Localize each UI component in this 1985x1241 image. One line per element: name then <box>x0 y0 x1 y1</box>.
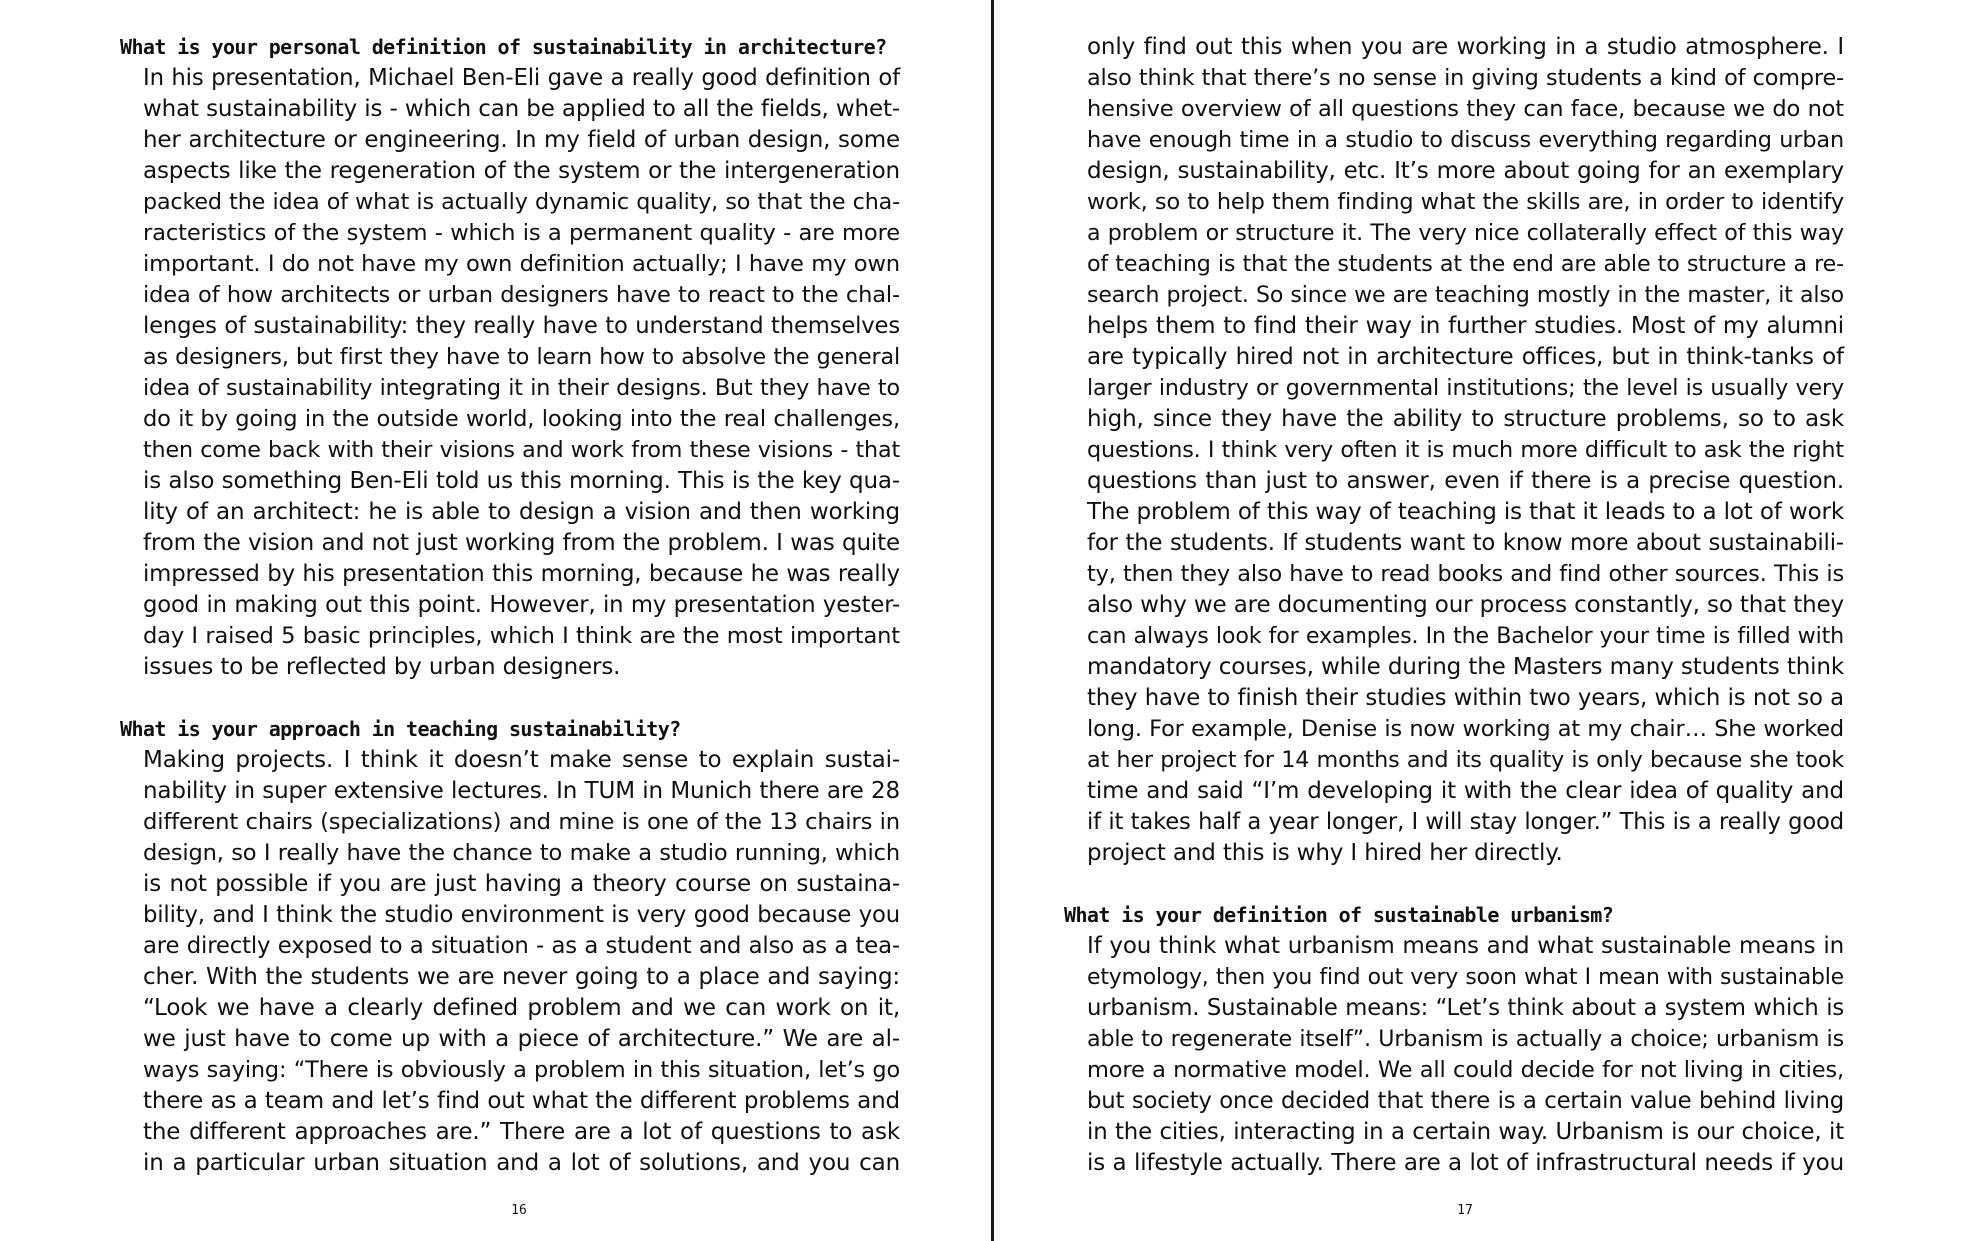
text-line: as designers, but first they have to learn how to absolve the general <box>143 344 900 370</box>
text-line: racteristics of the system - which is a permanent quality - are more <box>143 220 900 246</box>
text-line: her architecture or engineering. In my field of urban design, some <box>143 127 900 153</box>
text-line: are directly exposed to a situation - as a student and also as a tea- <box>143 933 900 959</box>
text-line: urbanism. Sustainable means: “Let’s think about a system which is <box>1087 995 1844 1021</box>
text-line: If you think what urbanism means and what sustainable means in <box>1087 933 1844 959</box>
question-heading-definition: What is your personal definition of sustainability in architecture? <box>120 35 887 59</box>
text-line: ways saying: “There is obviously a problem in this situation, let’s go <box>143 1057 900 1083</box>
text-line: hensive overview of all questions they can face, because we do not <box>1087 96 1844 122</box>
answer-definition <box>143 63 900 683</box>
question-heading-urbanism: What is your definition of sustainable urbanism? <box>1064 903 1614 927</box>
text-line: idea of how architects or urban designers have to react to the chal- <box>143 282 900 308</box>
question-heading-teaching: What is your approach in teaching sustainability? <box>120 717 681 741</box>
page-number: 16 <box>511 1203 527 1218</box>
text-line: mandatory courses, while during the Masters many students think <box>1087 654 1844 680</box>
text-line: day I raised 5 basic principles, which I think are the most important <box>143 623 900 649</box>
text-line: design, sustainability, etc. It’s more about going for an exemplary <box>1087 158 1844 184</box>
text-line: design, so I really have the chance to make a studio running, which <box>143 840 900 866</box>
text-line: only find out this when you are working in a studio atmosphere. I <box>1087 34 1844 60</box>
text-line: Making projects. I think it doesn’t make sense to explain sustai- <box>143 747 900 773</box>
text-line: they have to finish their studies within two years, which is not so a <box>1087 685 1844 711</box>
text-line: the different approaches are.” There are a lot of questions to ask <box>143 1119 900 1145</box>
left-page <box>0 0 992 1241</box>
text-line: aspects like the regeneration of the system or the intergeneration <box>143 158 900 184</box>
right-page <box>994 0 1985 1241</box>
text-line: also think that there’s no sense in giving students a kind of compre- <box>1087 65 1844 91</box>
text-line: questions than just to answer, even if there is a precise question. <box>1087 468 1844 494</box>
text-line: is also something Ben-Eli told us this morning. This is the key qua- <box>143 468 900 494</box>
text-line: etymology, then you find out very soon what I mean with sustainable <box>1087 965 1844 990</box>
text-line: then come back with their visions and work from these visions - that <box>143 437 900 463</box>
text-line: search project. So since we are teaching mostly in the master, it also <box>1087 283 1844 308</box>
text-line: good in making out this point. However, in my presentation yester- <box>143 592 900 618</box>
text-line: can always look for examples. In the Bachelor your time is filled with <box>1087 623 1844 649</box>
text-line: questions. I think very often it is much more difficult to ask the right <box>1087 437 1844 463</box>
text-line: also why we are documenting our process constantly, so that they <box>1087 592 1844 618</box>
text-line: important. I do not have my own definition actually; I have my own <box>143 251 900 277</box>
text-line: in the cities, interacting in a certain way. Urbanism is our choice, it <box>1087 1119 1844 1145</box>
text-line: do it by going in the outside world, looking into the real challenges, <box>143 406 900 432</box>
text-line: project and this is why I hired her directly. <box>1087 840 1563 866</box>
text-line: a problem or structure it. The very nice collaterally effect of this way <box>1087 220 1844 246</box>
text-line: more a normative model. We all could decide for not living in cities, <box>1087 1057 1844 1083</box>
text-line: impressed by his presentation this morning, because he was really <box>143 561 900 587</box>
answer-teaching-continued <box>1087 32 1844 869</box>
text-line: but society once decided that there is a certain value behind living <box>1087 1088 1844 1114</box>
text-line: are typically hired not in architecture offices, but in think-tanks of <box>1087 344 1844 370</box>
text-line: is a lifestyle actually. There are a lot of infrastructural needs if you <box>1087 1150 1844 1176</box>
answer-teaching <box>143 745 900 1179</box>
text-line: have enough time in a studio to discuss everything regarding urban <box>1087 127 1844 153</box>
answer-urbanism <box>1087 931 1844 1179</box>
text-line: in a particular urban situation and a lot of solutions, and you can <box>143 1150 900 1176</box>
text-line: bility, and I think the studio environment is very good because you <box>143 902 900 928</box>
text-line: lity of an architect: he is able to design a vision and then working <box>143 499 900 525</box>
text-line: ty, then they also have to read books and find other sources. This is <box>1087 561 1844 587</box>
text-line: larger industry or governmental institutions; the level is usually very <box>1087 375 1844 401</box>
text-line: of teaching is that the students at the end are able to structure a re- <box>1087 251 1844 277</box>
left-page-column <box>120 32 900 1179</box>
text-line: we just have to come up with a piece of architecture.” We are al- <box>143 1026 900 1052</box>
text-line: issues to be reflected by urban designers. <box>143 654 621 680</box>
text-line: In his presentation, Michael Ben-Eli gave a really good definition of <box>143 65 900 91</box>
text-line: from the vision and not just working from the problem. I was quite <box>143 530 900 556</box>
text-line: helps them to find their way in further studies. Most of my alumni <box>1087 313 1844 339</box>
text-line: “Look we have a clearly defined problem and we can work on it, <box>143 995 900 1021</box>
section-spacer <box>1064 869 1844 900</box>
text-line: long. For example, Denise is now working at my chair… She worked <box>1087 716 1844 742</box>
text-line: is not possible if you are just having a theory course on sustaina- <box>143 871 900 897</box>
text-line: idea of sustainability integrating it in their designs. But they have to <box>143 375 900 401</box>
text-line: high, since they have the ability to structure problems, so to ask <box>1087 406 1844 432</box>
text-line: time and said “I’m developing it with the clear idea of quality and <box>1087 778 1844 804</box>
text-line: there as a team and let’s find out what the different problems and <box>143 1088 900 1114</box>
text-line: what sustainability is - which can be applied to all the fields, whet- <box>143 96 900 122</box>
page-number: 17 <box>1457 1203 1473 1218</box>
text-line: nability in super extensive lectures. In TUM in Munich there are 28 <box>143 778 900 804</box>
text-line: work, so to help them finding what the skills are, in order to identify <box>1087 189 1844 215</box>
right-page-column <box>1064 32 1844 1179</box>
text-line: able to regenerate itself”. Urbanism is actually a choice; urbanism is <box>1087 1026 1844 1052</box>
text-line: cher. With the students we are never going to a place and saying: <box>143 964 900 990</box>
text-line: The problem of this way of teaching is that it leads to a lot of work <box>1087 499 1844 525</box>
text-line: for the students. If students want to know more about sustainabili- <box>1087 530 1844 556</box>
text-line: lenges of sustainability: they really have to understand themselves <box>143 313 900 339</box>
text-line: at her project for 14 months and its quality is only because she took <box>1087 747 1844 773</box>
text-line: different chairs (specializations) and mine is one of the 13 chairs in <box>143 809 900 835</box>
text-line: if it takes half a year longer, I will stay longer.” This is a really good <box>1087 809 1844 835</box>
section-spacer <box>120 683 900 714</box>
text-line: packed the idea of what is actually dynamic quality, so that the cha- <box>143 189 900 215</box>
